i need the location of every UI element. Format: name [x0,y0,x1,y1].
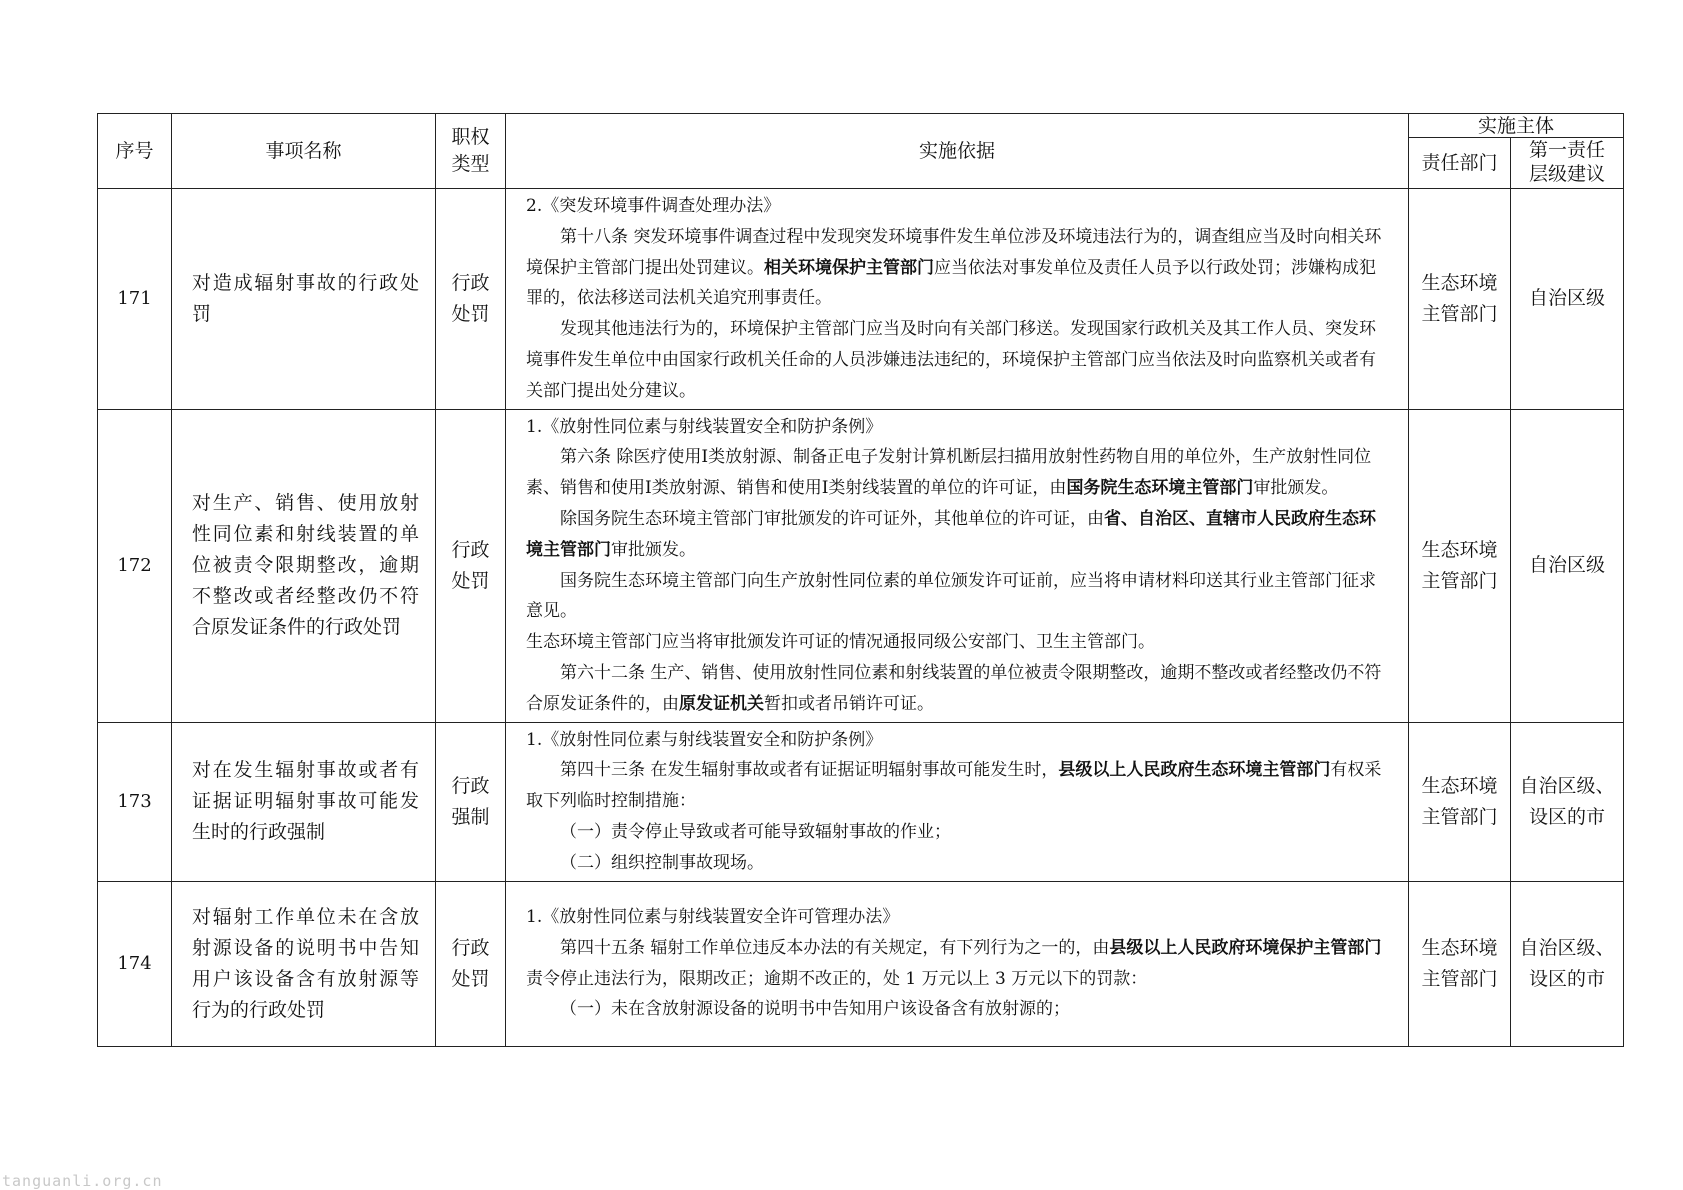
header-type-text: 职权类型 [451,126,490,175]
basis-text: （一）未在含放射源设备的说明书中告知用户该设备含有放射源的； [560,999,1070,1020]
row-number: 172 [98,409,172,722]
responsibility-level [1511,722,1624,881]
basis-emphasis: 县级以上人民政府环境保护主管部门 [1109,937,1382,958]
basis-paragraph [526,848,1390,879]
basis-paragraph [526,902,1390,933]
responsibility-level [1511,881,1624,1046]
responsible-dept-text: 生态环境主管部门 [1421,271,1498,325]
table-row [98,409,1624,722]
responsible-dept [1409,722,1511,881]
responsible-dept [1409,881,1511,1046]
item-name: 对生产、销售、使用放射性同位素和射线装置的单位被责令限期整改，逾期不整改或者经整改仍不符合原发证条件的行政处罚 [172,409,436,722]
basis-text: 1.《放射性同位素与射线装置安全和防护条例》 [526,729,883,750]
basis-text: 国务院生态环境主管部门向生产放射性同位素的单位颁发许可证前，应当将申请材料印送其行业主管部门征求意见。 [526,570,1376,622]
table-row [98,189,1624,410]
responsible-dept-text: 生态环境主管部门 [1421,538,1498,592]
basis-emphasis: 相关环境保护主管部门 [764,257,934,278]
basis-text: 1.《放射性同位素与射线装置安全和防护条例》 [526,416,883,437]
basis-text: 第十八条 突发环境事件调查过程中发现突发环境事件发生单位涉及环境违法行为的，调查组应当及时向相关环境保护主管部门提出处罚建议。 [526,226,1382,278]
table-row [98,881,1624,1046]
basis-text: （一）责令停止导致或者可能导致辐射事故的作业； [560,821,951,842]
legal-basis [506,722,1409,881]
authority-type-text: 行政处罚 [451,936,490,990]
basis-text: 有权采取下列临时控制措施： [526,760,1382,812]
responsibility-level [1511,409,1624,722]
basis-paragraph [526,566,1390,628]
responsibility-level-text: 自治区级、设区的市 [1519,774,1615,828]
legal-basis [506,881,1409,1046]
responsibility-level [1511,189,1624,410]
basis-paragraph [526,412,1390,443]
responsible-dept-text: 生态环境主管部门 [1421,774,1498,828]
basis-paragraph [526,933,1390,995]
basis-paragraph [526,725,1390,756]
basis-text: 审批颁发。 [1253,478,1339,499]
table-header [98,114,1624,189]
basis-paragraph [526,191,1390,222]
basis-text: 生态环境主管部门应当将审批颁发许可证的情况通报同级公安部门、卫生主管部门。 [526,632,1155,653]
basis-paragraph [526,314,1390,406]
header-type [436,114,506,189]
basis-text: 第六十二条 生产、销售、使用放射性同位素和射线装置的单位被责令限期整改，逾期不整改或者经整改仍不符合原发证条件的，由 [526,662,1382,714]
basis-text: 第六条 除医疗使用Ⅰ类放射源、制备正电子发射计算机断层扫描用放射性药物自用的单位外，生产放射性同位素、销售和使用Ⅰ类放射源、销售和使用Ⅰ类射线装置的单位的许可证，由 [526,447,1372,499]
authority-table [97,113,1624,1047]
basis-text: 应当依法对事发单位及责任人员予以行政处罚；涉嫌构成犯罪的，依法移送司法机关追究刑事责任。 [526,257,1376,309]
authority-type [436,722,506,881]
item-name: 对辐射工作单位未在含放射源设备的说明书中告知用户该设备含有放射源等行为的行政处罚 [172,881,436,1046]
legal-basis [506,189,1409,410]
item-name: 对在发生辐射事故或者有证据证明辐射事故可能发生时的行政强制 [172,722,436,881]
header-no: 序号 [98,114,172,189]
basis-paragraph [526,222,1390,314]
basis-text: 责令停止违法行为，限期改正；逾期不改正的，处 1 万元以上 3 万元以下的罚款： [526,968,1148,989]
basis-text: （二）组织控制事故现场。 [560,852,764,873]
basis-emphasis: 国务院生态环境主管部门 [1066,478,1254,499]
header-dept: 责任部门 [1409,138,1511,189]
basis-text: 除国务院生态环境主管部门审批颁发的许可证外，其他单位的许可证，由 [560,508,1104,529]
basis-text: 1.《放射性同位素与射线装置安全许可管理办法》 [526,906,900,927]
basis-text: 暂扣或者吊销许可证。 [764,693,934,714]
legal-basis [506,409,1409,722]
row-number: 171 [98,189,172,410]
basis-paragraph [526,442,1390,504]
basis-emphasis: 县级以上人民政府生态环境主管部门 [1058,760,1331,781]
basis-paragraph [526,658,1390,720]
responsible-dept-text: 生态环境主管部门 [1421,936,1498,990]
item-name: 对造成辐射事故的行政处罚 [172,189,436,410]
responsibility-level-text: 自治区级 [1529,554,1606,577]
basis-emphasis: 省、自治区、直辖市人民政府生态环境主管部门 [526,508,1376,560]
responsible-dept [1409,189,1511,410]
basis-paragraph [526,994,1390,1025]
basis-emphasis: 原发证机关 [679,693,764,714]
basis-paragraph [526,755,1390,817]
watermark: tanguanli.org.cn [2,1172,163,1190]
header-basis: 实施依据 [506,114,1409,189]
row-number: 173 [98,722,172,881]
basis-paragraph [526,627,1390,658]
responsibility-level-text: 自治区级、设区的市 [1519,936,1615,990]
table-body [98,189,1624,1047]
basis-paragraph [526,504,1390,566]
basis-text: 第四十三条 在发生辐射事故或者有证据证明辐射事故可能发生时， [560,760,1059,781]
authority-type [436,881,506,1046]
header-subject: 实施主体 [1409,114,1624,138]
authority-type-text: 行政处罚 [451,271,490,325]
authority-type-text: 行政处罚 [451,538,490,592]
authority-type [436,189,506,410]
header-level [1511,138,1624,189]
table-row [98,722,1624,881]
authority-type-text: 行政强制 [451,774,490,828]
header-name: 事项名称 [172,114,436,189]
basis-text: 2.《突发环境事件调查处理办法》 [526,196,781,216]
basis-text: 第四十五条 辐射工作单位违反本办法的有关规定，有下列行为之一的，由 [560,937,1110,958]
responsible-dept [1409,409,1511,722]
basis-text: 审批颁发。 [611,539,696,560]
responsibility-level-text: 自治区级 [1529,287,1606,310]
basis-text: 发现其他违法行为的，环境保护主管部门应当及时向有关部门移送。发现国家行政机关及其工作人员、突发环境事件发生单位中由国家行政机关任命的人员涉嫌违法违纪的，环境保护主管部门应当依法及时向监察机关或者有关部门提出处分建议。 [526,319,1376,401]
basis-paragraph [526,817,1390,848]
authority-type [436,409,506,722]
header-level-text: 第一责任层级建议 [1528,139,1605,185]
row-number: 174 [98,881,172,1046]
